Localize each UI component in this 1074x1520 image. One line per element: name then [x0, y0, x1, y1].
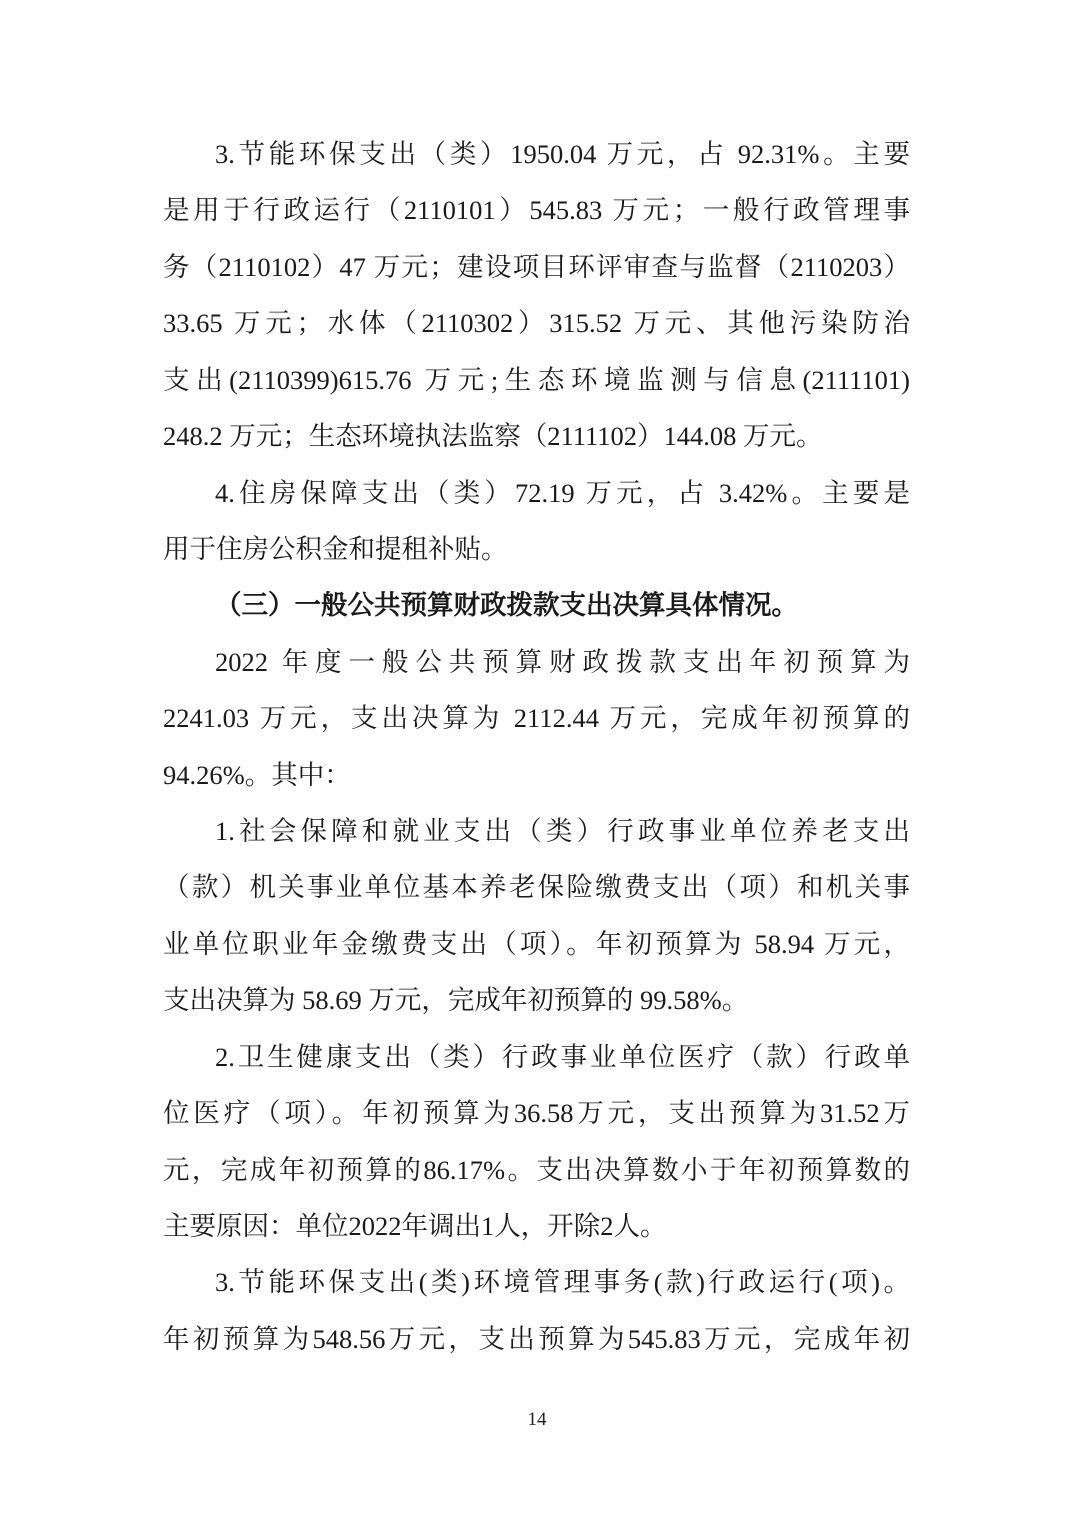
section-heading — [163, 577, 910, 633]
page-footer — [0, 1405, 1074, 1435]
text-line: 主要原因：单位2022年调出1人，开除2人。 — [163, 1211, 667, 1242]
text-line: 支出决算为 58.69 万元，完成年初预算的 99.58%。 — [163, 985, 749, 1016]
text-line: 年初预算为548.56万元，支出预算为545.83万元，完成年初 — [163, 1323, 910, 1354]
document-body — [163, 126, 910, 1367]
text-line: 94.26%。其中： — [163, 759, 351, 790]
body-paragraph — [163, 1029, 910, 1255]
text-line: 4.住房保障支出（类）72.19 万元，占 3.42%。主要是 — [215, 477, 910, 508]
text-line: 业单位职业年金缴费支出（项）。年初预算为 58.94 万元， — [163, 928, 910, 959]
text-line: 是用于行政运行（2110101）545.83 万元；一般行政管理事 — [163, 195, 910, 226]
text-line: 1.社会保障和就业支出（类）行政事业单位养老支出 — [215, 816, 910, 847]
text-line: 2.卫生健康支出（类）行政事业单位医疗（款）行政单 — [215, 1041, 910, 1072]
text-line: 务（2110102）47 万元；建设项目环评审查与监督（2110203） — [163, 251, 910, 282]
text-line: 33.65 万元；水体（2110302）315.52 万元、其他污染防治 — [163, 308, 910, 339]
text-line: 位医疗（项）。年初预算为36.58万元，支出预算为31.52万 — [163, 1098, 910, 1129]
text-line: 用于住房公积金和提租补贴。 — [163, 533, 508, 564]
body-paragraph — [163, 126, 910, 465]
body-paragraph — [163, 634, 910, 803]
text-line: 元，完成年初预算的86.17%。支出决算数小于年初预算数的 — [163, 1154, 910, 1185]
body-paragraph — [163, 465, 910, 578]
text-line: 3.节能环保支出（类）1950.04 万元，占 92.31%。主要 — [215, 139, 910, 169]
page-number: 14 — [527, 1409, 547, 1430]
body-paragraph — [163, 1254, 910, 1367]
text-line: 2022 年度一般公共预算财政拨款支出年初预算为 — [215, 646, 910, 677]
body-paragraph — [163, 803, 910, 1029]
text-line: 3.节能环保支出(类)环境管理事务(款)行政运行(项)。 — [215, 1267, 910, 1298]
text-line: 2241.03 万元，支出决算为 2112.44 万元，完成年初预算的 — [163, 703, 910, 734]
text-line: （款）机关事业单位基本养老保险缴费支出（项）和机关事 — [163, 872, 910, 903]
text-line: （三）一般公共预算财政拨款支出决算具体情况。 — [215, 590, 798, 621]
text-line: 支出(2110399)615.76 万元;生态环境监测与信息(2111101) — [163, 364, 910, 395]
text-line: 248.2 万元；生态环境执法监察（2111102）144.08 万元。 — [163, 421, 823, 452]
